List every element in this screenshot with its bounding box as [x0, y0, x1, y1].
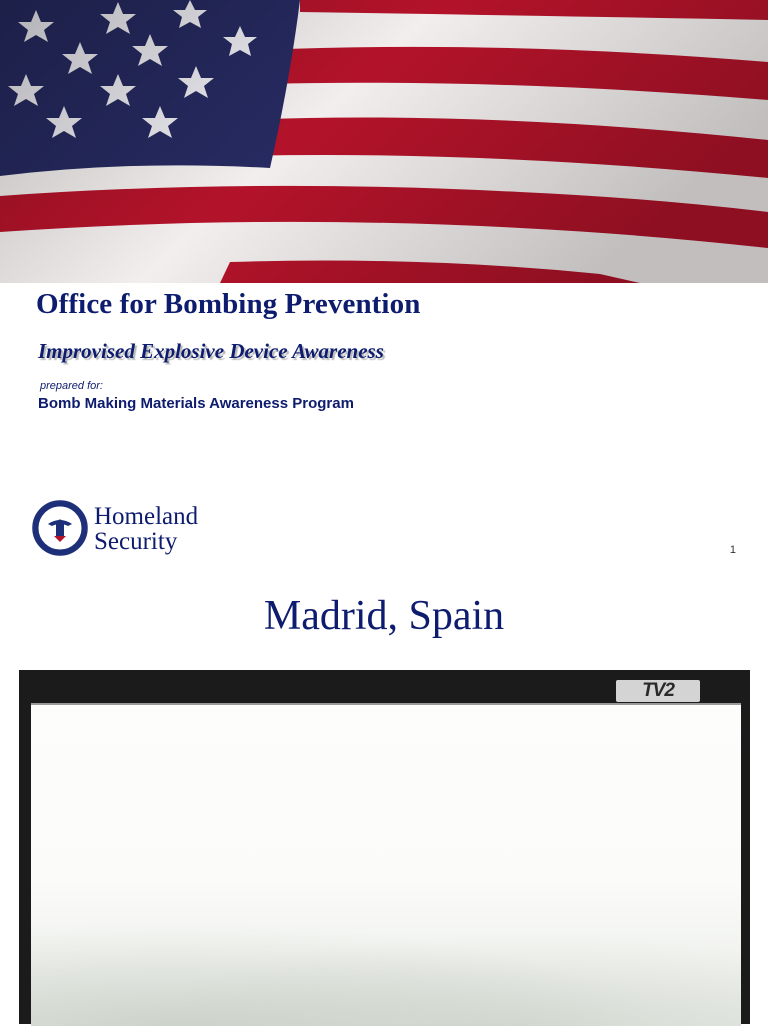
presentation-subtitle: Improvised Explosive Device Awareness: [38, 339, 384, 363]
slide-title: Madrid, Spain: [263, 593, 505, 639]
news-video-frame: [19, 670, 750, 1024]
homeland-security-logo: [32, 500, 232, 558]
american-flag-image: [0, 0, 768, 283]
video-smoke-haze: [31, 906, 741, 1026]
american-flag-banner: [0, 0, 768, 283]
tv-channel-logo: TV2: [616, 680, 700, 702]
prepared-for-label: prepared for:: [40, 380, 103, 392]
presentation-title: Office for Bombing Prevention: [36, 288, 421, 320]
logo-word-homeland: Homeland: [94, 503, 199, 530]
madrid-slide: [0, 578, 768, 1024]
page-number: 1: [729, 544, 736, 556]
logo-word-security: Security: [94, 528, 178, 555]
dhs-seal-icon: [32, 500, 88, 556]
program-name: Bomb Making Materials Awareness Program: [38, 395, 354, 412]
video-image: [31, 703, 741, 1026]
